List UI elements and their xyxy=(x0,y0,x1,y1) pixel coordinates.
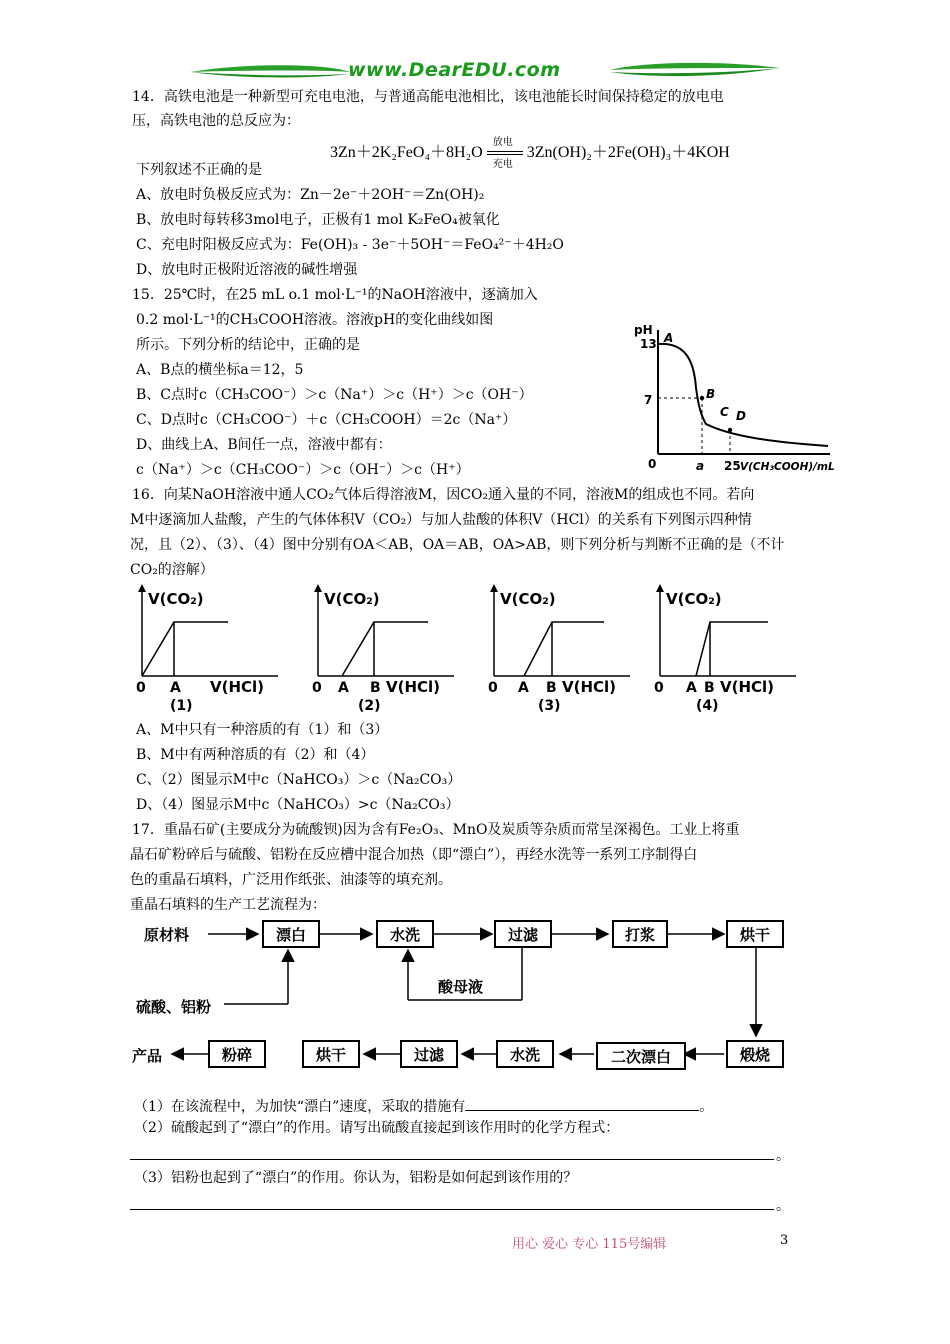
q15-option-a: A、B点的横坐标a＝12，5 xyxy=(136,362,304,378)
q17-line1: 17．重晶石矿(主要成分为硫酸钡)因为含有Fe₂O₃、MnO及炭质等杂质而常呈深褐色。工业上将重 xyxy=(132,822,740,838)
q15-line2: 0.2 mol·L⁻¹的CH₃COOH溶液。溶液pH的变化曲线如图 xyxy=(136,312,494,328)
q16-g1-origin: 0 xyxy=(136,680,146,696)
q16-line4: CO₂的溶解） xyxy=(130,562,214,578)
q17-flow-raw-material: 原材料 xyxy=(144,926,190,944)
q17-flow-product: 产品 xyxy=(132,1047,163,1065)
q16-g1-y-label: V(CO₂) xyxy=(148,590,204,608)
q16-g3-origin: 0 xyxy=(488,680,498,696)
q15-graph-tick-13: 13 xyxy=(640,337,657,351)
q16-g3-tick-a: A xyxy=(518,680,529,696)
q16-option-d: D、（4）图显示M中c（NaHCO₃）>c（Na₂CO₃） xyxy=(136,797,460,813)
q16-g3-x-label: V(HCl) xyxy=(562,678,617,696)
q16-option-b: B、M中有两种溶质的有（2）和（4） xyxy=(136,747,375,763)
q15-graph-tick-7: 7 xyxy=(644,393,653,407)
q16-graph-3 xyxy=(480,580,640,715)
q16-line1: 16．向某NaOH溶液中通人CO₂气体后得溶液M，因CO₂通入量的不同，溶液M的组成也不同。若向 xyxy=(132,487,755,503)
q15-option-c: C、D点时c（CH₃COO⁻）＋c（CH₃COOH）＝2c（Na⁺） xyxy=(136,412,517,428)
q16-g4-origin: 0 xyxy=(654,680,664,696)
q16-option-a: A、M中只有一种溶质的有（1）和（3） xyxy=(136,722,389,738)
q14-option-a: A、放电时负极反应式为：Zn－2e⁻＋2OH⁻＝Zn(OH)₂ xyxy=(136,187,485,203)
q16-g4-caption: (4) xyxy=(696,698,719,714)
q14-eq-arrow-bottom: 充电 xyxy=(492,159,513,171)
q15-option-b: B、C点时c（CH₃COO⁻）＞c（Na⁺）＞c（H⁺）＞c（OH⁻） xyxy=(136,387,533,403)
q16-g3-tick-b: B xyxy=(546,680,557,696)
q17-sub1-answer-blank[interactable] xyxy=(465,1094,699,1111)
q15-graph-tick-25: 25 xyxy=(724,459,741,473)
q15-graph-point-c: C xyxy=(720,405,729,419)
q16-g4-x-label: V(HCl) xyxy=(720,678,775,696)
q16-option-c: C、（2）图显示M中c（NaHCO₃）＞c（Na₂CO₃） xyxy=(136,772,462,788)
q17-flow-filter-2: 过滤 xyxy=(400,1040,458,1068)
q15-graph-y-label: pH xyxy=(634,323,653,337)
q15-graph-point-d: D xyxy=(736,409,746,423)
q16-line3: 况，且（2）、（3）、（4）图中分别有OA＜AB，OA＝AB，OA>AB，则下列分析与判断不正确的是（不计 xyxy=(130,537,785,553)
q17-flow-dry-1: 烘干 xyxy=(726,920,784,948)
q14-stem-line2: 压，高铁电池的总反应为： xyxy=(132,113,300,129)
q17-sub2-answer-blank[interactable] xyxy=(130,1159,774,1160)
q16-g4-tick-a: A xyxy=(686,680,697,696)
q16-g2-tick-a: A xyxy=(338,680,349,696)
q17-flow-calcine: 煅烧 xyxy=(726,1040,784,1068)
q17-flow-bleach-2: 二次漂白 xyxy=(596,1042,686,1070)
q17-sub2-end: 。 xyxy=(776,1148,790,1164)
q17-flow-wash-1: 水洗 xyxy=(376,920,434,948)
q14-eq-arrow-top: 放电 xyxy=(492,137,513,149)
q16-g4-y-label: V(CO₂) xyxy=(666,590,722,608)
q15-ph-graph xyxy=(630,318,845,478)
q14-eq-arrow xyxy=(487,137,523,171)
q17-flow-wash-2: 水洗 xyxy=(496,1040,554,1068)
q17-sub3-end: 。 xyxy=(776,1198,790,1214)
q17-flow-acid-aluminum: 硫酸、铝粉 xyxy=(136,998,212,1016)
q15-line1: 15．25℃时，在25 mL o.1 mol·L⁻¹的NaOH溶液中，逐滴加入 xyxy=(132,287,538,303)
q16-g3-y-label: V(CO₂) xyxy=(500,590,556,608)
q14-eq-left: 3Zn＋2K₂FeO₄＋8H₂O xyxy=(330,144,483,161)
q16-graph-2 xyxy=(304,580,464,715)
q16-g2-caption: (2) xyxy=(358,698,381,714)
q15-graph-point-b: B xyxy=(706,387,716,401)
q16-g2-tick-b: B xyxy=(370,680,381,696)
q15-graph-point-a: A xyxy=(664,331,674,345)
q15-line3: 所示。下列分析的结论中，正确的是 xyxy=(136,337,360,353)
q16-graph-4 xyxy=(646,580,806,715)
header-logo-text[interactable]: www.DearEDU.com xyxy=(348,59,561,81)
q17-sub3-text: （3）铝粉也起到了“漂白”的作用。你认为，铝粉是如何起到该作用的？ xyxy=(134,1170,578,1186)
q14-option-b: B、放电时每转移3mol电子，正极有1 mol K₂FeO₄被氧化 xyxy=(136,212,500,228)
q15-option-d-ineq: c（Na⁺）＞c（CH₃COO⁻）＞c（OH⁻）＞c（H⁺） xyxy=(136,462,470,478)
q14-option-d: D、放电时正极附近溶液的碱性增强 xyxy=(136,262,358,278)
q17-flow-dry-2: 烘干 xyxy=(302,1040,360,1068)
q17-sub1-text: （1）在该流程中，为加快“漂白”速度，采取的措施有 xyxy=(134,1099,466,1115)
q16-g1-x-label: V(HCl) xyxy=(210,678,265,696)
q16-g2-x-label: V(HCl) xyxy=(386,678,441,696)
q17-flow-mother-liquor: 酸母液 xyxy=(438,978,484,996)
q17-sub2-text: （2）硫酸起到了“漂白”的作用。请写出硫酸直接起到该作用时的化学方程式： xyxy=(134,1120,620,1136)
footer-text: 用心 爱心 专心 115号编辑 xyxy=(512,1237,667,1252)
q17-sub1 xyxy=(134,1094,713,1117)
q17-line2: 晶石矿粉碎后与硫酸、铝粉在反应槽中混合加热（即“漂白”），再经水洗等一系列工序制得白 xyxy=(130,847,698,863)
q17-sub1-end: 。 xyxy=(699,1099,714,1115)
page-number: 3 xyxy=(780,1233,789,1248)
q14-eq-right: 3Zn(OH)₂＋2Fe(OH)₃＋4KOH xyxy=(526,144,730,161)
q15-graph-tick-a: a xyxy=(696,459,705,473)
q14-prompt: 下列叙述不正确的是 xyxy=(136,162,262,178)
q16-g3-caption: (3) xyxy=(538,698,561,714)
q16-g2-origin: 0 xyxy=(312,680,322,696)
q17-flow-filter-1: 过滤 xyxy=(494,920,552,948)
q17-flow-pulp: 打浆 xyxy=(612,920,668,948)
q14-stem-line1: 14．高铁电池是一种新型可充电电池，与普通高能电池相比，该电池能长时间保持稳定的放电电 xyxy=(132,89,724,105)
q17-flow-crush: 粉碎 xyxy=(208,1040,266,1068)
q16-line2: M中逐滴加人盐酸，产生的气体体积V（CO₂）与加人盐酸的体积V（HCl）的关系有下列图示四种情 xyxy=(130,512,752,528)
q14-option-c: C、充电时阳极反应式为：Fe(OH)₃ - 3e⁻＋5OH⁻＝FeO₄²⁻＋4H₂O xyxy=(136,237,564,253)
q17-sub3-answer-blank[interactable] xyxy=(130,1209,774,1210)
q16-g2-y-label: V(CO₂) xyxy=(324,590,380,608)
q15-option-d: D、曲线上A、B间任一点，溶液中都有： xyxy=(136,437,392,453)
q16-g1-tick-a: A xyxy=(170,680,181,696)
q16-g4-tick-b: B xyxy=(704,680,715,696)
q17-line3: 色的重晶石填料，广泛用作纸张、油漆等的填充剂。 xyxy=(130,872,452,888)
q15-graph-x-label: V(CH₃COOH)/mL xyxy=(740,461,835,473)
q17-flow-bleach: 漂白 xyxy=(262,920,320,948)
q14-equation xyxy=(330,137,730,171)
q17-line4: 重晶石填料的生产工艺流程为： xyxy=(130,897,326,913)
q16-graph-1 xyxy=(128,580,288,715)
q15-graph-origin: 0 xyxy=(648,457,657,471)
q16-g1-caption: (1) xyxy=(170,698,193,714)
